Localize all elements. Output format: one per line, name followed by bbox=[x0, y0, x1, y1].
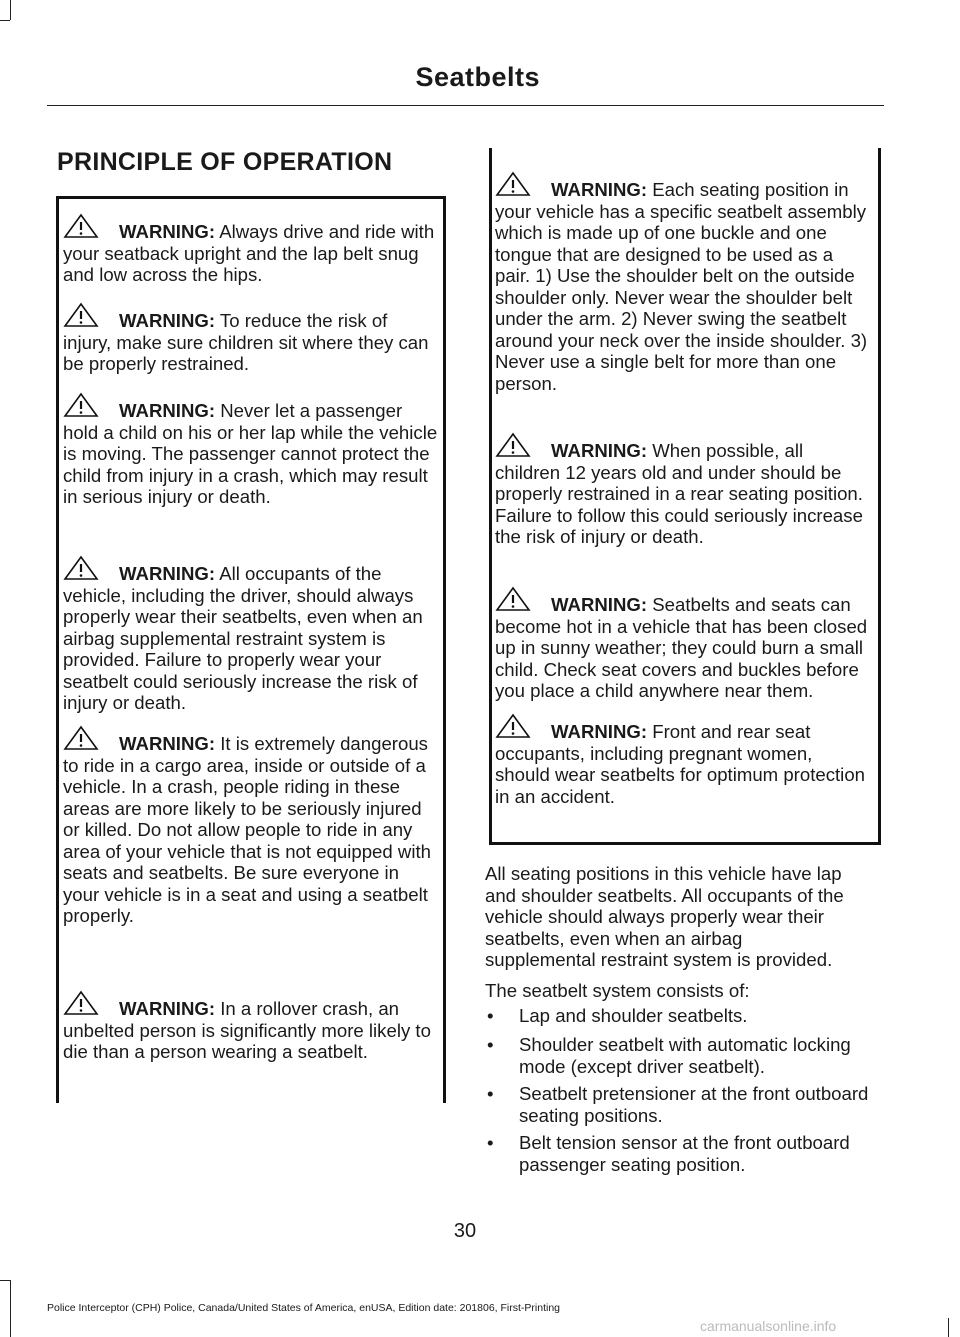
list-item: • Seatbelt pretensioner at the front outboard seating positions. bbox=[487, 1083, 869, 1126]
section-heading: PRINCIPLE OF OPERATION bbox=[57, 148, 393, 176]
warning-item: WARNING: To reduce the risk of injury, make sure children sit where they can be properly restrained. bbox=[63, 302, 437, 375]
bullet-symbol: • bbox=[487, 1132, 494, 1153]
list-item: • Belt tension sensor at the front outboard passenger seating position. bbox=[487, 1132, 850, 1175]
warning-triangle-icon bbox=[63, 555, 115, 581]
warning-item: WARNING: It is extremely dangerous to ride in a cargo area, inside or outside of a vehicle. In a crash, people riding in these areas are more likely to be seriously injured or killed. Do not allow people to ride in any area of your vehicle that is not equipped with seats and seatbelts. Be sure everyone in your vehicle is in a seat and using a seatbelt properly. bbox=[63, 725, 439, 927]
warning-item: WARNING: Seatbelts and seats can become hot in a vehicle that has been closed up in sunny weather; they could burn a small child. Check seat covers and buckles before you place a child anywhere near them. bbox=[495, 586, 870, 702]
crop-mark-bottom-left bbox=[10, 1280, 11, 1337]
list-item: • Shoulder seatbelt with automatic locking mode (except driver seatbelt). bbox=[487, 1034, 851, 1077]
warning-item: WARNING: When possible, all children 12 years old and under should be properly restrained in a rear seating position. Failure to follow this could seriously increase the risk of injury or death. bbox=[495, 432, 870, 548]
page-number: 30 bbox=[453, 1220, 477, 1242]
crop-mark-bottom-right bbox=[948, 1318, 949, 1337]
crop-mark-bottom-left-h bbox=[0, 1280, 10, 1281]
warning-triangle-icon bbox=[495, 432, 547, 458]
header-divider bbox=[47, 105, 884, 106]
crop-mark-top-left-h bbox=[0, 20, 10, 21]
footer-edition-info: Police Interceptor (CPH) Police, Canada/United States of America, enUSA, Edition date: 201806, First-Printing bbox=[47, 1302, 561, 1314]
warning-item: WARNING: In a rollover crash, an unbelted person is significantly more likely to die than a person wearing a seatbelt. bbox=[63, 990, 437, 1063]
warning-triangle-icon bbox=[495, 713, 547, 739]
crop-mark-top-left bbox=[10, 0, 11, 20]
warning-triangle-icon bbox=[63, 302, 115, 328]
warning-triangle-icon bbox=[495, 171, 547, 197]
warning-triangle-icon bbox=[63, 990, 115, 1016]
warning-triangle-icon bbox=[495, 586, 547, 612]
warning-triangle-icon bbox=[63, 725, 115, 751]
warning-triangle-icon bbox=[63, 213, 115, 239]
bullet-symbol: • bbox=[487, 1005, 494, 1026]
page-header-title: Seatbelts bbox=[415, 62, 540, 92]
warning-item: WARNING: Each seating position in your vehicle has a specific seatbelt assembly which is made up of one buckle and one tongue that are designed to be used as a pair. 1) Use the shoulder belt on the outside shoulder only. Never wear the shoulder belt under the arm. 2) Never swing the seatbelt around your neck over the inside shoulder. 3) Never use a single belt for more than one person. bbox=[495, 171, 872, 394]
warning-item: WARNING: Never let a passenger hold a child on his or her lap while the vehicle is moving. The passenger cannot protect the child from injury in a crash, which may result in serious injury or death. bbox=[63, 392, 439, 508]
watermark: carmanualsonline.info bbox=[700, 1318, 837, 1334]
warning-item: WARNING: Front and rear seat occupants, including pregnant women, should wear seatbelts for optimum protection in an accident. bbox=[495, 713, 870, 807]
warning-triangle-icon bbox=[63, 392, 115, 418]
bullet-symbol: • bbox=[487, 1083, 494, 1104]
bullet-symbol: • bbox=[487, 1034, 494, 1055]
list-item: • Lap and shoulder seatbelts. bbox=[487, 1005, 748, 1026]
body-paragraph: All seating positions in this vehicle have lap and shoulder seatbelts. All occupants of the vehicle should always properly wear their seatbelts, even when an airbag supplemental restraint system is provided. bbox=[485, 863, 844, 970]
system-intro: The seatbelt system consists of: bbox=[485, 980, 750, 1001]
warning-item: WARNING: All occupants of the vehicle, including the driver, should always properly wear their seatbelts, even when an airbag supplemental restraint system is provided. Failure to properly wear your seatbelt could seriously increase the risk of injury or death. bbox=[63, 555, 437, 714]
warning-item: WARNING: Always drive and ride with your seatback upright and the lap belt snug and low across the hips. bbox=[63, 213, 437, 286]
